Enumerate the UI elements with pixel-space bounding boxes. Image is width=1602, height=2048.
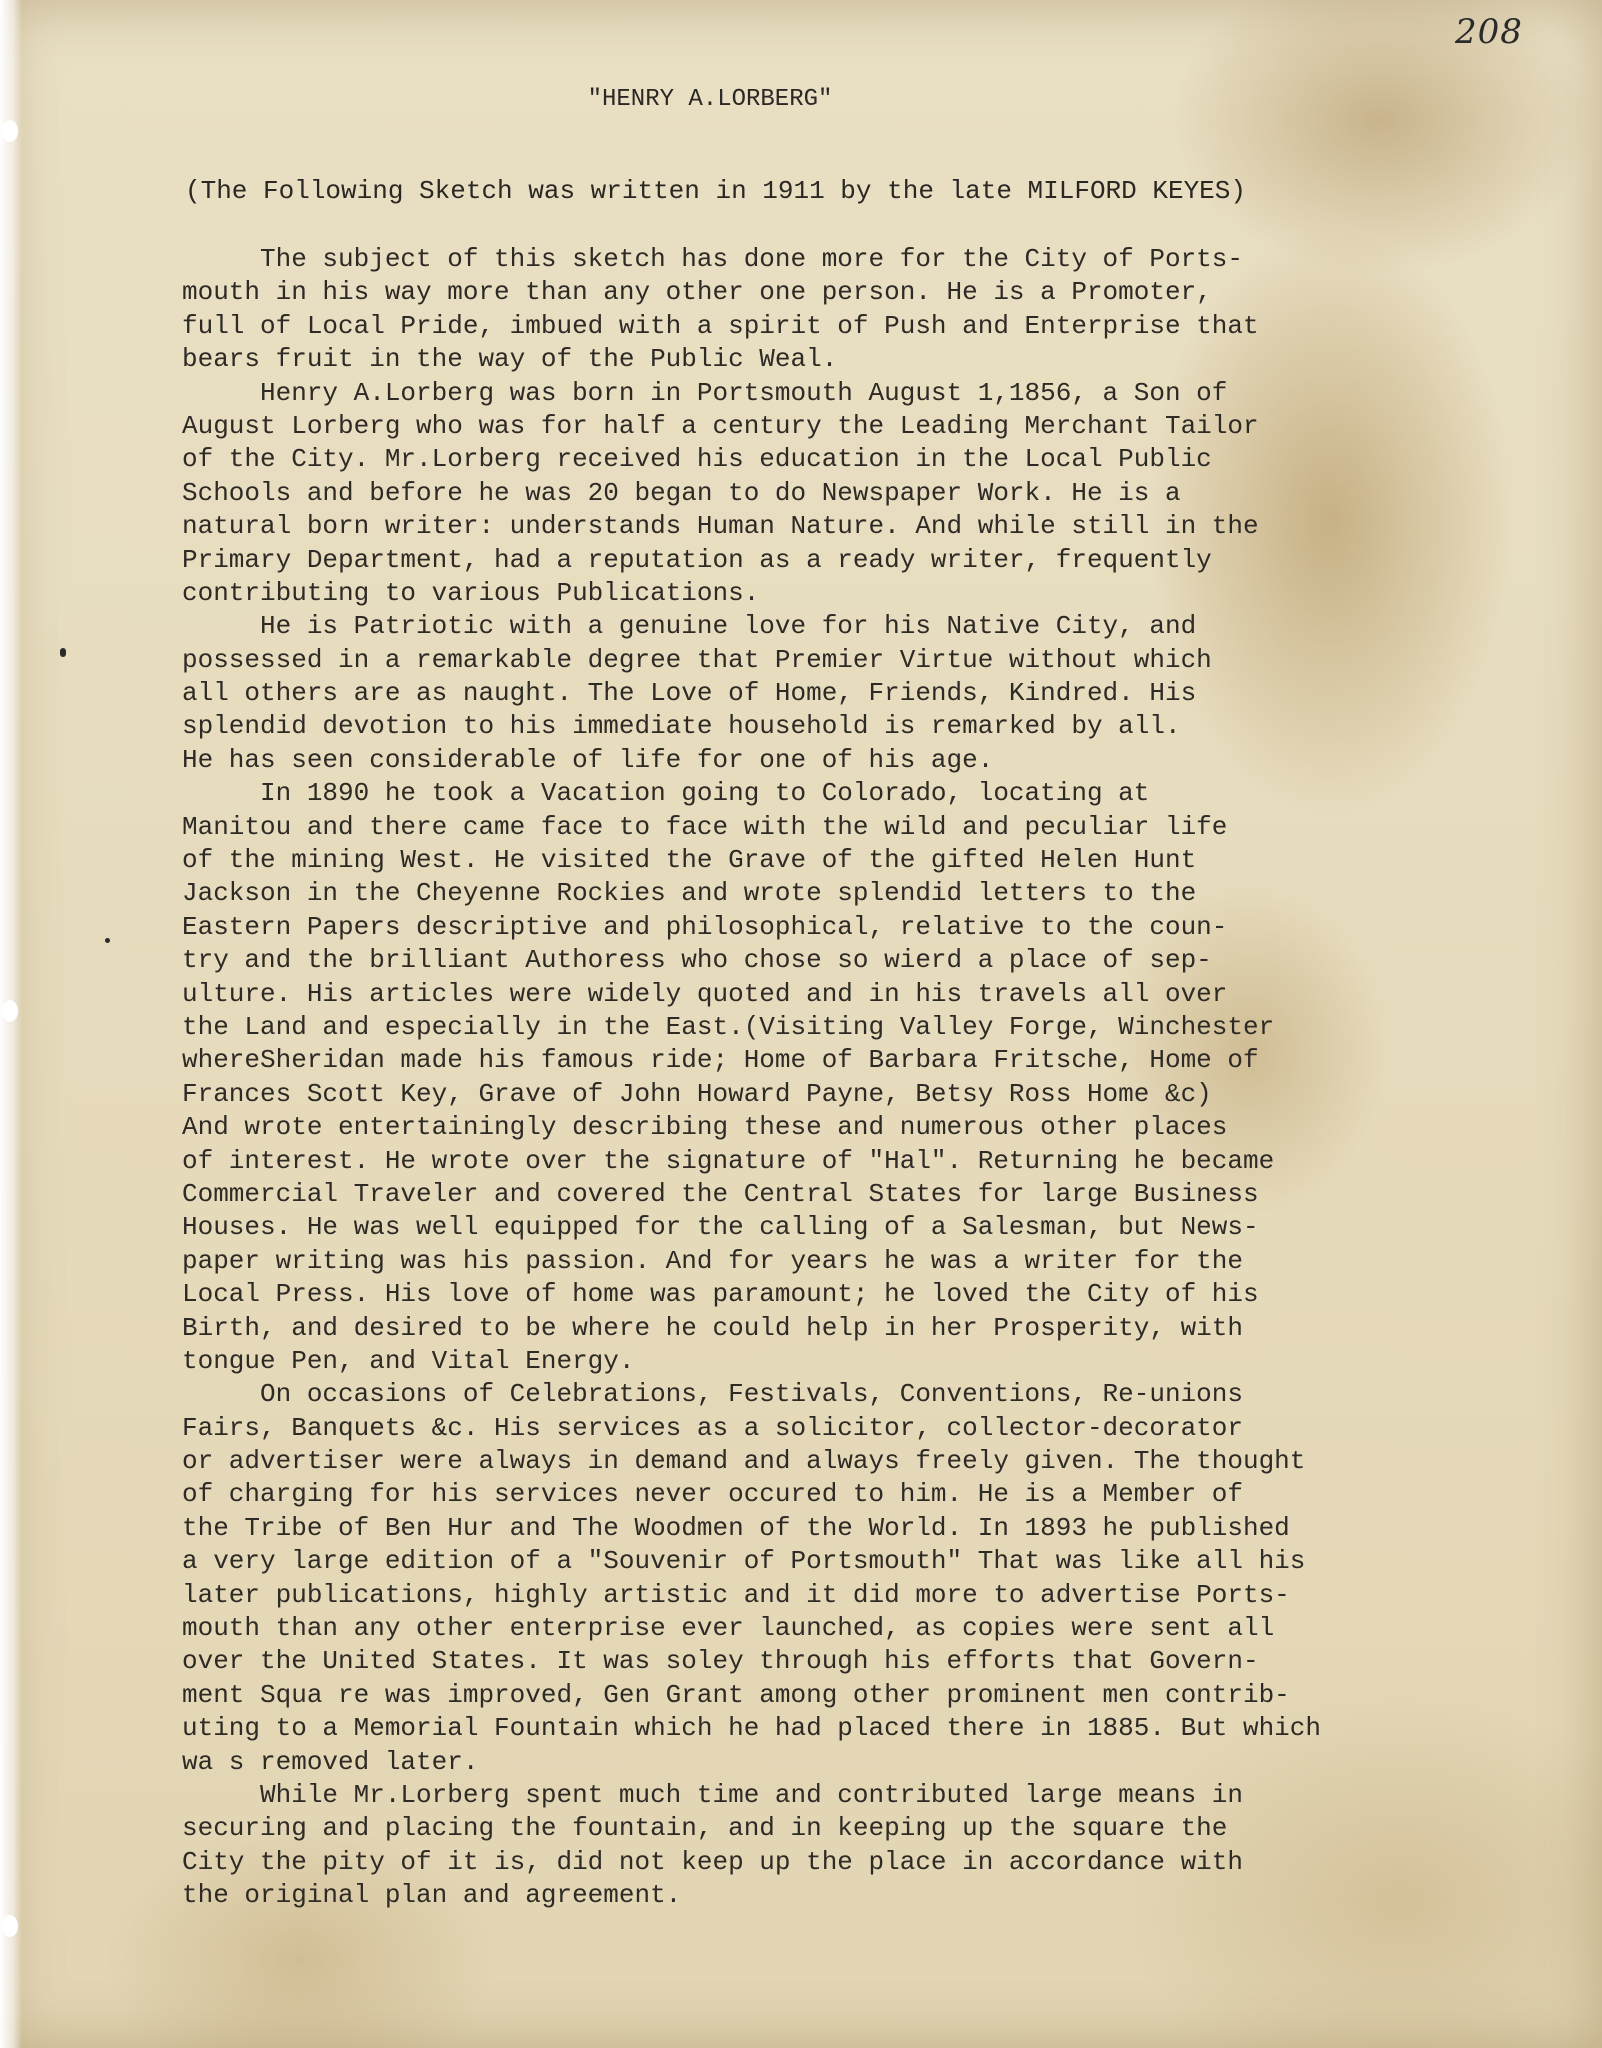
text-line: On occasions of Celebrations, Festivals, Conventions, Re-unions xyxy=(182,1379,1243,1410)
text-line: of the City. Mr.Lorberg received his education in the Local Public xyxy=(182,444,1212,475)
text-line: or advertiser were always in demand and always freely given. The thought xyxy=(182,1446,1306,1477)
binder-hole xyxy=(2,1000,18,1022)
text-line: paper writing was his passion. And for years he was a writer for the xyxy=(182,1245,1243,1276)
handwritten-page-number: 208 xyxy=(1455,12,1523,52)
text-line: August Lorberg who was for half a century the Leading Merchant Tailor xyxy=(182,410,1259,441)
text-line: He is Patriotic with a genuine love for his Native City, and xyxy=(182,611,1197,642)
document-subtitle: (The Following Sketch was written in 1911 by the late MILFORD KEYES) xyxy=(185,176,1246,206)
ink-speck xyxy=(60,648,66,657)
text-line: The subject of this sketch has done more for the City of Ports- xyxy=(182,244,1243,274)
text-line: In 1890 he took a Vacation going to Colorado, locating at xyxy=(182,778,1150,809)
text-line: of interest. He wrote over the signature of "Hal". Returning he became xyxy=(182,1145,1275,1176)
text-line: Eastern Papers descriptive and philosophical, relative to the coun- xyxy=(182,911,1228,942)
text-line: tongue Pen, and Vital Energy. xyxy=(182,1345,635,1376)
text-line: of the mining West. He visited the Grave of the gifted Helen Hunt xyxy=(182,845,1197,876)
text-line: mouth in his way more than any other one person. He is a Promoter, xyxy=(182,277,1212,308)
torn-left-edge xyxy=(0,0,22,2048)
binder-hole xyxy=(2,120,18,142)
text-line: Henry A.Lorberg was born in Portsmouth August 1,1856, a Son of xyxy=(182,377,1228,408)
text-line: the Land and especially in the East.(Visiting Valley Forge, Winchester xyxy=(182,1011,1275,1042)
text-line: Local Press. His love of home was paramount; he loved the City of his xyxy=(182,1279,1259,1310)
text-line: Schools and before he was 20 began to do Newspaper Work. He is a xyxy=(182,477,1181,508)
text-line: uting to a Memorial Fountain which he had placed there in 1885. But which xyxy=(182,1713,1321,1744)
text-line: wa s removed later. xyxy=(182,1746,479,1777)
text-line: possessed in a remarkable degree that Premier Virtue without which xyxy=(182,644,1212,675)
text-line: over the United States. It was soley through his efforts that Govern- xyxy=(182,1646,1259,1677)
text-line: mouth than any other enterprise ever launched, as copies were sent all xyxy=(182,1613,1275,1644)
body-text xyxy=(182,243,1562,1913)
text-line: the Tribe of Ben Hur and The Woodmen of the World. In 1893 he published xyxy=(182,1512,1290,1543)
text-line: While Mr.Lorberg spent much time and contributed large means in xyxy=(182,1779,1243,1810)
text-line: full of Local Pride, imbued with a spirit of Push and Enterprise that xyxy=(182,310,1259,341)
text-line: of charging for his services never occured to him. He is a Member of xyxy=(182,1479,1243,1510)
document-title: "HENRY A.LORBERG" xyxy=(587,86,833,113)
text-line: Jackson in the Cheyenne Rockies and wrote splendid letters to the xyxy=(182,878,1197,909)
text-line: the original plan and agreement. xyxy=(182,1880,682,1911)
text-line: ment Squa re was improved, Gen Grant among other prominent men contrib- xyxy=(182,1679,1290,1710)
text-line: contributing to various Publications. xyxy=(182,577,760,608)
ink-speck xyxy=(105,938,110,943)
text-line: whereSheridan made his famous ride; Home of Barbara Fritsche, Home of xyxy=(182,1045,1259,1076)
text-line: Manitou and there came face to face with the wild and peculiar life xyxy=(182,811,1228,842)
binder-hole xyxy=(2,1915,18,1937)
text-line: And wrote entertainingly describing these and numerous other places xyxy=(182,1112,1228,1143)
text-line: Fairs, Banquets &c. His services as a solicitor, collector-decorator xyxy=(182,1412,1243,1443)
text-line: later publications, highly artistic and it did more to advertise Ports- xyxy=(182,1579,1290,1610)
text-line: ulture. His articles were widely quoted and in his travels all over xyxy=(182,978,1228,1009)
text-line: Birth, and desired to be where he could help in her Prosperity, with xyxy=(182,1312,1243,1343)
text-line: natural born writer: understands Human Nature. And while still in the xyxy=(182,511,1259,542)
text-line: bears fruit in the way of the Public Weal. xyxy=(182,344,838,375)
text-line: City the pity of it is, did not keep up the place in accordance with xyxy=(182,1846,1243,1877)
text-line: all others are as naught. The Love of Home, Friends, Kindred. His xyxy=(182,678,1197,709)
text-line: splendid devotion to his immediate household is remarked by all. xyxy=(182,711,1181,742)
text-line: a very large edition of a "Souvenir of Portsmouth" That was like all his xyxy=(182,1546,1306,1577)
text-line: Frances Scott Key, Grave of John Howard Payne, Betsy Ross Home &c) xyxy=(182,1078,1212,1109)
text-line: try and the brilliant Authoress who chose so wierd a place of sep- xyxy=(182,945,1212,976)
text-line: Primary Department, had a reputation as a ready writer, frequently xyxy=(182,544,1212,575)
text-line: securing and placing the fountain, and in keeping up the square the xyxy=(182,1813,1228,1844)
text-line: Houses. He was well equipped for the calling of a Salesman, but News- xyxy=(182,1212,1259,1243)
text-line: He has seen considerable of life for one of his age. xyxy=(182,744,994,775)
text-line: Commercial Traveler and covered the Central States for large Business xyxy=(182,1178,1259,1209)
